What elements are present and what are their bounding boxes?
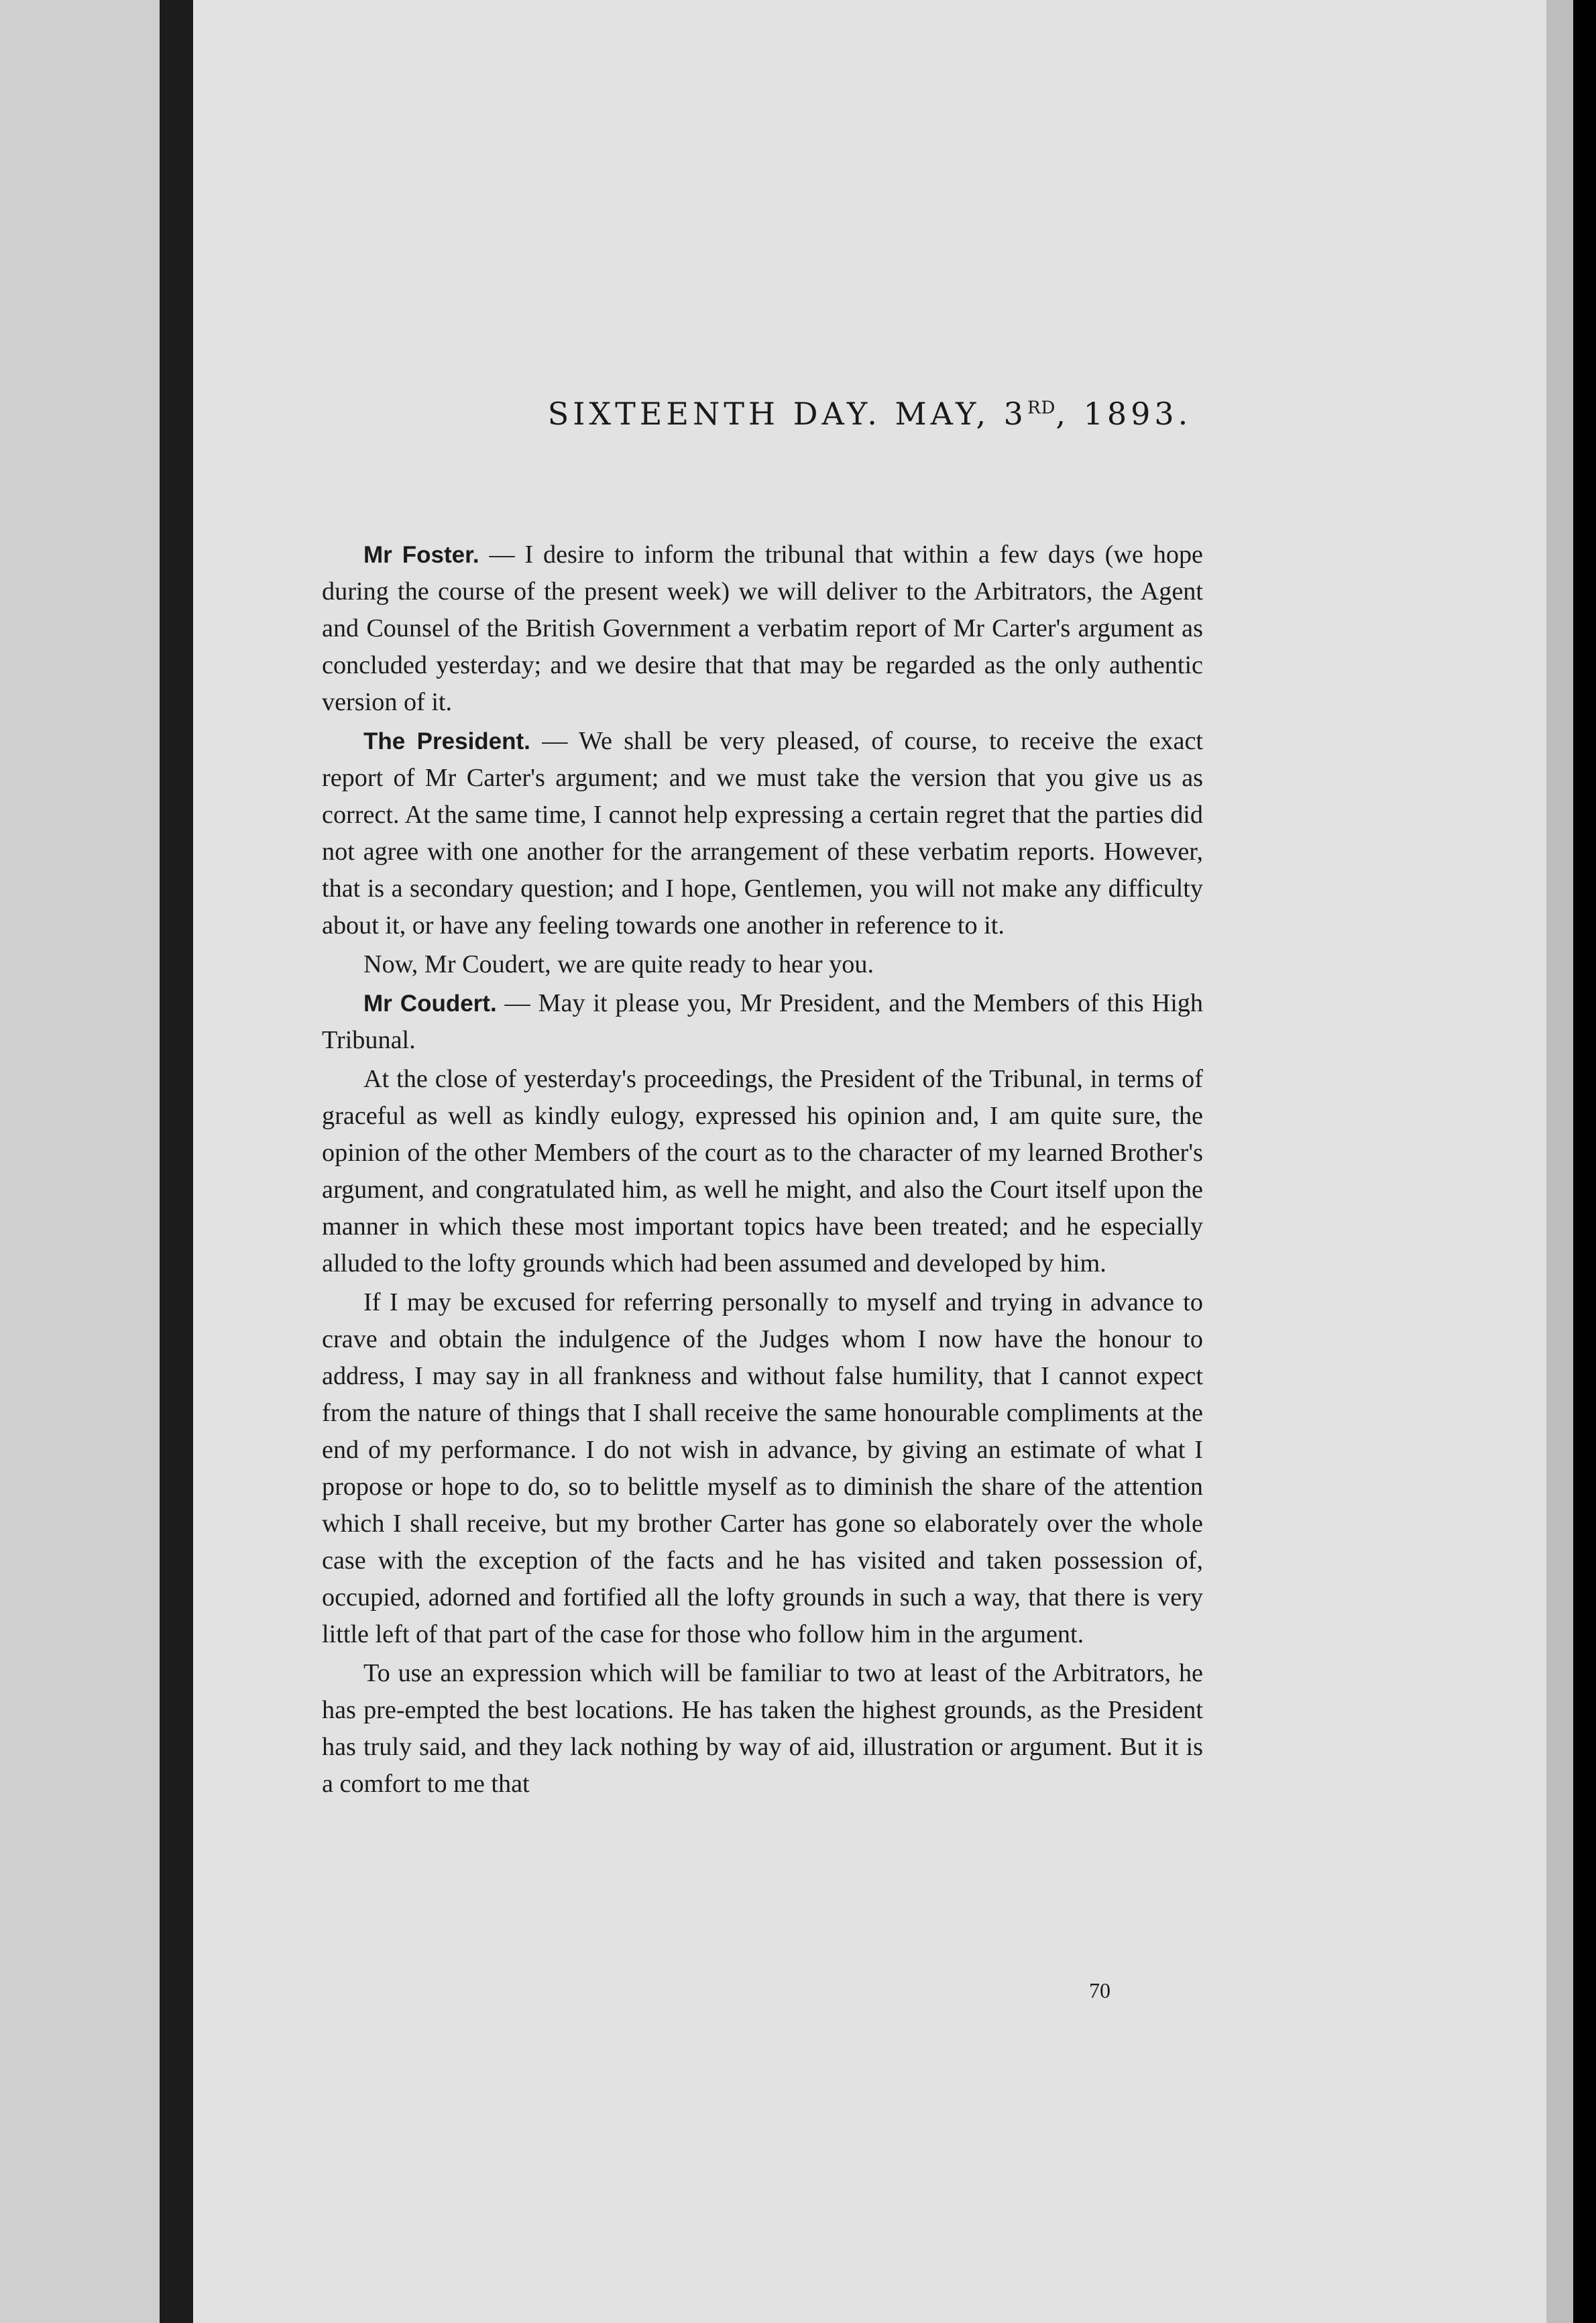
paragraph: [322, 1655, 1203, 1803]
heading-year: , 1893.: [1056, 396, 1192, 432]
paragraph: [322, 536, 1203, 721]
page-number: 70: [1089, 1978, 1110, 2002]
heading-main: SIXTEENTH DAY. MAY, 3: [547, 396, 1027, 432]
paragraph-text: At the close of yesterday's proceedings, the President of the Tribunal, in terms of graceful as well as kindly eulogy, expressed his opinion and, I am quite sure, the opinion of the other Members of the court as to the character of my learned Brother's argument, and congratulated him, as well he might, and also the Court itself upon the manner in which these most important topics have been treated; and he especially alluded to the lofty grounds which had been assumed and developed by him.: [322, 1065, 1203, 1278]
paragraph: [322, 985, 1203, 1059]
paragraph-text: — I desire to inform the tribunal that within a few days (we hope during the course of the present week) we will deliver to the Arbitrators, the Agent and Counsel of the British Government a verbatim report of Mr Carter's argument as concluded yesterday; and we desire that that may be regarded as the only authentic version of it.: [322, 541, 1203, 716]
paragraph-text: If I may be excused for referring personally to myself and trying in advance to crave and obtain the indulgence of the Judges whom I now have the honour to address, I may say in all frankness and without false humility, that I cannot expect from the nature of things that I shall receive the same honourable compliments at the end of my performance. I do not wish in advance, by giving an estimate of what I propose or hope to do, so to belittle myself as to diminish the share of the attention which I shall receive, but my brother Carter has gone so elaborately over the whole case with the exception of the facts and he has visited and taken possession of, occupied, adorned and fortified all the lofty grounds in such a way, that there is very little left of that part of the case for those who follow him in the argument.: [322, 1288, 1203, 1648]
paragraph: [322, 723, 1203, 944]
paragraph-text: — We shall be very pleased, of course, to receive the exact report of Mr Carter's argument; and we must take the version that you give us as correct. At the same time, I cannot help expressing a certain regret that the parties did not agree with one another for the arrangement of these verbatim reports. However, that is a secondary question; and I hope, Gentlemen, you will not make any difficulty about it, or have any feeling towards one another in reference to it.: [322, 727, 1204, 940]
page-heading: [193, 396, 1546, 432]
body-text: [322, 536, 1203, 1805]
heading-ordinal: RD: [1027, 398, 1056, 418]
adjacent-page-edge: [0, 0, 160, 2323]
paragraph-text: Now, Mr Coudert, we are quite ready to hear you.: [363, 950, 874, 978]
speaker-name: Mr Foster.: [363, 542, 479, 568]
paragraph: [322, 1061, 1203, 1282]
paragraph: [322, 1284, 1203, 1653]
page-right-border: [1546, 0, 1573, 2323]
paragraph-text: — May it please you, Mr President, and the Members of this High Tribunal.: [322, 989, 1203, 1054]
speaker-name: Mr Coudert.: [363, 990, 497, 1017]
speaker-name: The President.: [363, 728, 530, 754]
binding-shadow: [160, 0, 193, 2323]
paragraph: [322, 946, 1203, 983]
paragraph-text: To use an expression which will be familiar to two at least of the Arbitrators, he has pre-empted the best locations. He has taken the highest grounds, as the President has truly said, and they lack nothing by way of aid, illustration or argument. But it is a comfort to me that: [322, 1659, 1203, 1798]
